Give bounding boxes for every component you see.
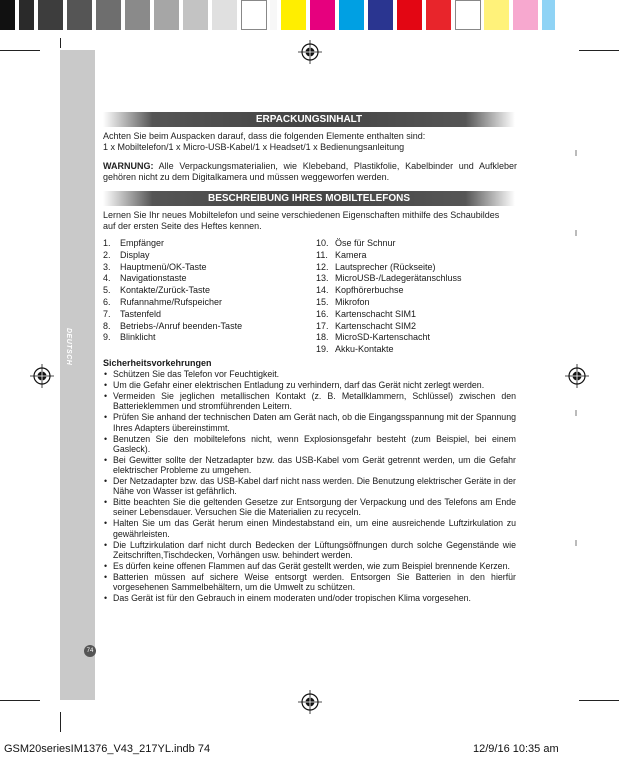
safety-item: • Es dürfen keine offenen Flammen auf das Gerät gestellt werden, wie zum Beispiel brennende Kerzen. [103,561,516,571]
safety-section [103,358,516,604]
color-swatch [484,0,510,30]
safety-item: • Prüfen Sie anhand der technischen Daten am Gerät nach, ob die Eingangsspannung mit der Spannung Ihres Adapters übereinstimmt. [103,412,516,432]
color-swatch [397,0,423,30]
color-swatch [542,0,556,30]
bleed-mark [575,540,577,546]
part-item: 9. Blinklicht [103,332,156,343]
part-item: 12. Lautsprecher (Rückseite) [316,261,436,272]
safety-list [103,369,516,603]
part-item: 18. MicroSD-Kartenschacht [316,332,431,343]
color-swatch [38,0,64,30]
safety-item: • Um die Gefahr einer elektrischen Entladung zu verhindern, darf das Gerät nicht zerlegt werden. [103,380,516,390]
phone-description-heading: BESCHREIBUNG IHRES MOBILTELEFONS [103,191,515,206]
safety-item: • Der Netzadapter bzw. das USB-Kabel darf nicht nass werden. Die Benutzung elektrischer Geräte in der Nähe von Wasser ist gefährlich. [103,476,516,496]
color-swatch [241,0,267,30]
color-swatch [368,0,394,30]
page-number: 74 [84,645,96,657]
part-item: 1. Empfänger [103,238,165,248]
color-swatch [426,0,452,30]
color-swatch [212,0,238,30]
part-item: 10. Öse für Schnur [316,238,396,248]
part-item: 13. MicroUSB-/Ladegerätanschluss [316,273,462,284]
part-item: 2. Display [103,249,150,260]
crop-mark [0,50,40,51]
part-item: 14. Kopfhörerbuchse [316,285,404,296]
safety-item: • Halten Sie um das Gerät herum einen Mindestabstand ein, um eine ausreichende Luftzirkulation zu gewährleisten. [103,518,516,538]
color-swatch [125,0,151,30]
part-item: 15. Mikrofon [316,296,370,307]
package-contents-heading: ERPACKUNGSINHALT [103,112,515,127]
safety-item: • Bitte beachten Sie die geltenden Gesetze zur Entsorgung der Verpackung und des Telefons am Ende seiner Lebensdauer. Versuchen Sie die Materialien zu recyceln. [103,497,516,517]
footer-file-name: GSM20seriesIM1376_V43_217YL.indb 74 [4,743,211,755]
color-swatch [183,0,209,30]
color-swatch [0,0,16,30]
safety-item: • Batterien müssen auf sichere Weise entsorgt werden. Entsorgen Sie Batterien in den hierfür vorgesehenen Sammelbehältern, um die Umwelt zu schützen. [103,572,516,592]
language-sidebar [60,50,95,700]
part-item: 7. Tastenfeld [103,308,162,319]
crop-mark [579,50,619,51]
crop-mark [0,700,40,701]
package-warning: WARNUNG: Alle Verpackungsmaterialien, wie Klebeband, Plastikfolie, Kabelbinder und Aufkleber gehören nicht zu dem Digitalkamera und müssen weggeworfen werden. [103,161,517,182]
part-item: 3. Hauptmenü/OK-Taste [103,261,207,272]
part-item: 8. Betriebs-/Anruf beenden-Taste [103,320,243,331]
print-color-bar [0,0,619,30]
part-item: 17. Kartenschacht SIM2 [316,320,417,331]
crop-mark [579,700,619,701]
part-item: 5. Kontakte/Zurück-Taste [103,285,211,296]
safety-item: • Schützen Sie das Telefon vor Feuchtigkeit. [103,369,516,379]
bleed-mark [575,230,577,236]
registration-mark-icon [30,364,54,388]
parts-list-right [316,238,462,356]
color-swatch [339,0,365,30]
safety-item: • Das Gerät ist für den Gebrauch in einem moderaten und/oder tropischen Klima vorgesehen. [103,593,516,603]
color-swatch [310,0,336,30]
parts-list-left [103,238,242,344]
package-intro: Achten Sie beim Auspacken darauf, dass die folgenden Elemente enthalten sind: 1 x Mobiltelefon/1 x Micro-USB-Kabel/1 x Headset/1 x Bedienungsanleitung [103,131,426,152]
phone-description-intro: Lernen Sie Ihr neues Mobiltelefon und seine verschiedenen Eigenschaften mithilfe des Schaubildes auf der ersten Seite des Heftes kennen. [103,210,500,231]
color-swatch [96,0,122,30]
color-swatch [455,0,481,30]
registration-mark-icon [298,690,322,714]
part-item: 11. Kamera [316,249,367,260]
crop-mark [60,712,61,732]
color-swatch [270,0,278,30]
crop-mark [60,38,61,48]
bleed-mark [575,410,577,416]
registration-mark-icon [298,40,322,64]
safety-item: • Vermeiden Sie jeglichen metallischen Kontakt (z. B. Metallklammern, Schlüssel) zwischen den Batterieklemmen und stromführenden Leitern. [103,391,516,411]
safety-item: • Benutzen Sie den mobiltelefons nicht, wenn Explosionsgefahr besteht (zum Beispiel, bei einem Gasleck). [103,434,516,454]
bleed-mark [575,150,577,156]
footer-date: 12/9/16 10:35 am [473,743,559,755]
safety-item: • Die Luftzirkulation darf nicht durch Bedecken der Lüftungsöffnungen durch solche Gegenstände wie Zeitschriften,Tischdecken, Vorhängen usw. behindert werden. [103,540,516,560]
language-label: DEUTSCH [65,328,72,366]
safety-heading: Sicherheitsvorkehrungen [103,358,212,368]
color-swatch [513,0,539,30]
part-item: 19. Akku-Kontakte [316,344,394,355]
part-item: 4. Navigationstaste [103,273,187,284]
color-swatch [19,0,35,30]
color-swatch [154,0,180,30]
registration-mark-icon [565,364,589,388]
part-item: 6. Rufannahme/Rufspeicher [103,296,223,307]
color-swatch [281,0,307,30]
part-item: 16. Kartenschacht SIM1 [316,308,417,319]
safety-item: • Bei Gewitter sollte der Netzadapter bzw. das USB-Kabel vom Gerät getrennt werden, um die Gefahr elektrischer Probleme zu umgehen. [103,455,516,475]
color-swatch [67,0,93,30]
